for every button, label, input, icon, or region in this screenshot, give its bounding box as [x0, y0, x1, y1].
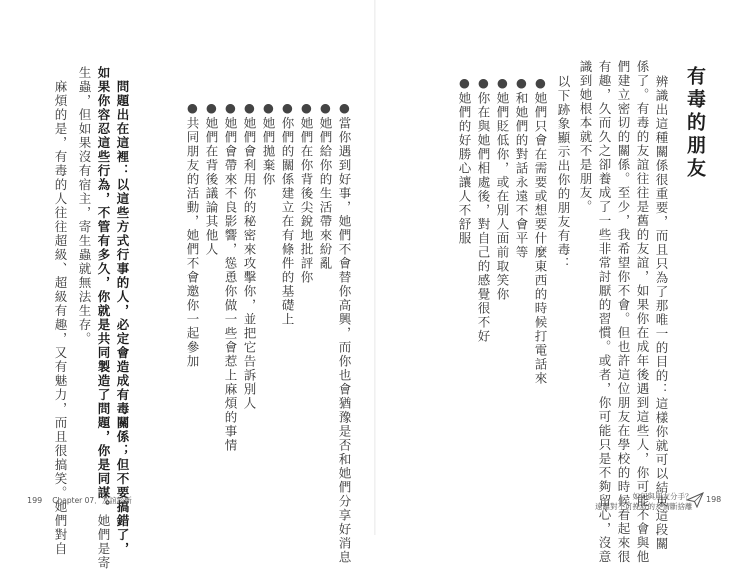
- list-item: ●當你遇到好事，她們不會替你高興，而你也會猶豫是否和她們分享好消息: [337, 100, 352, 565]
- paragraph-line: 係了。有毒的友誼往往是舊的友誼，如果你在成年後遇到這些人，你可能不會與他: [635, 60, 650, 564]
- list-intro: 以下跡象顯示出你的朋友有毒：: [556, 75, 571, 271]
- bullet-marker: ●: [185, 100, 200, 117]
- footer-book-title: 如何與朋友分手？: [632, 492, 693, 501]
- regular-text: 她們是寄: [96, 514, 111, 570]
- list-item: ●她們拋棄你: [261, 100, 276, 187]
- bullet-marker: ●: [299, 100, 314, 117]
- bullet-marker: ●: [337, 100, 352, 117]
- footer-book-subtitle: 遠離對不可挽救的友情斷捨離: [595, 502, 693, 511]
- bullet-marker: ●: [223, 100, 238, 117]
- paragraph-line: 生蟲，但如果沒有宿主，寄生蟲就無法生存。: [77, 66, 92, 346]
- running-footer-right: [595, 492, 693, 512]
- list-item: ●她們貶低你，或在別人面前取笑你: [495, 75, 510, 302]
- bullet-marker: ●: [318, 100, 333, 117]
- bullet-marker: ●: [514, 75, 529, 92]
- running-footer-left: [27, 495, 132, 506]
- list-item: ●你們的關係建立在有條件的基礎上: [280, 100, 295, 327]
- paragraph-line: 們建立密切的關係。至少，我希望你不會。但也許這位朋友在學校的時候看起來很: [616, 60, 631, 564]
- list-item: ●你在與她們相處後，對自己的感覺很不好: [476, 75, 491, 344]
- bullet-marker: ●: [261, 100, 276, 117]
- page-number-right: 198: [706, 495, 722, 504]
- bold-text: 如果你容忍這些行為，不管有多久，你就是共同製造了問題，你是同謀。: [96, 66, 111, 514]
- list-item: ●她們會利用你的秘密來攻擊你，並把它告訴別人: [242, 100, 257, 411]
- bullet-marker: ●: [457, 75, 472, 92]
- list-item: ●她們的好勝心讓人不舒服: [457, 75, 472, 246]
- book-gutter: [374, 0, 376, 535]
- paragraph-line: 有趣，久而久之卻養成了一些非常討厭的習慣。或者，你可能只是不夠留心，沒意: [597, 60, 612, 564]
- list-item: ●她們給你的生活帶來紛亂: [318, 100, 333, 271]
- list-item: ●和她們的對話永遠不會平等: [514, 75, 529, 260]
- bullet-marker: ●: [533, 75, 548, 92]
- bullet-marker: ●: [242, 100, 257, 117]
- bullet-marker: ●: [204, 100, 219, 117]
- list-item: ●她們會帶來不良影響，慫恿你做一些會惹上麻煩的事情: [223, 100, 238, 453]
- list-item: ●她們在你背後尖銳地批評你: [299, 100, 314, 285]
- paragraph-line: 辨識出這種關係很重要，而且只為了那唯一的目的：這樣你就可以結束這段關: [654, 75, 669, 551]
- list-item: ●她們只會在需要或想要什麼東西的時候打電話來: [533, 75, 548, 386]
- list-item: ●共同朋友的活動，她們不會邀你一起參加: [185, 100, 200, 369]
- section-title: 有毒的朋友: [684, 66, 706, 181]
- bullet-marker: ●: [476, 75, 491, 92]
- bullet-marker: ●: [280, 100, 295, 117]
- footer-chapter: Chapter 07．友誼診斷: [52, 496, 132, 505]
- bullet-marker: ●: [495, 75, 510, 92]
- list-item: ●她們在背後議論其他人: [204, 100, 219, 257]
- page-number-left: 199: [27, 496, 43, 505]
- paragraph-line: 麻煩的是，有毒的人往往超級、超級有趣，又有魅力，而且很搞笑。她們對自: [53, 80, 68, 556]
- paragraph-line-bold: 問題出在這裡：以這些方式行事的人，必定會造成有毒關係；但不要搞錯了，: [115, 80, 130, 556]
- paragraph-line: 識到她根本就不是朋友。: [578, 60, 593, 214]
